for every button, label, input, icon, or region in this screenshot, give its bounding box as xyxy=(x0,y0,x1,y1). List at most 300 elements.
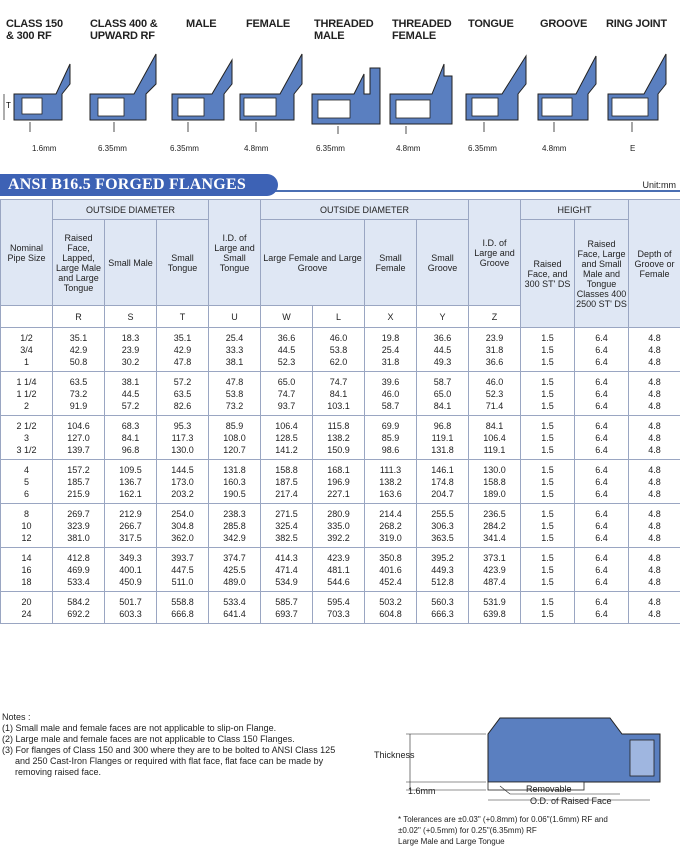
table-cell: 692.2 xyxy=(53,608,105,624)
table-cell: 531.9 xyxy=(469,592,521,609)
face-class150-diagram xyxy=(0,44,76,144)
table-cell: 136.7 xyxy=(105,476,157,488)
face-class150-300rf xyxy=(0,0,76,168)
table-cell: 157.2 xyxy=(53,460,105,477)
header-height: HEIGHT xyxy=(521,200,629,220)
table-row xyxy=(1,564,680,576)
table-cell: 52.3 xyxy=(469,388,521,400)
face-label: FEMALE xyxy=(246,18,291,30)
pipe-size-cell: 14 xyxy=(1,548,53,565)
face-label: CLASS 150 & 300 RF xyxy=(6,18,63,42)
table-cell: 111.3 xyxy=(365,460,417,477)
table-cell: 1.5 xyxy=(521,444,575,460)
header-outside-diameter-2: OUTSIDE DIAMETER xyxy=(261,200,469,220)
table-cell: 603.3 xyxy=(105,608,157,624)
face-groove xyxy=(534,0,604,168)
table-cell: 31.8 xyxy=(469,344,521,356)
table-row xyxy=(1,548,680,565)
table-cell: 533.4 xyxy=(209,592,261,609)
table-cell: 639.8 xyxy=(469,608,521,624)
table-cell: 255.5 xyxy=(417,504,469,521)
table-cell: 512.8 xyxy=(417,576,469,592)
face-dim: 4.8mm xyxy=(396,144,421,153)
table-cell: 4.8 xyxy=(629,592,680,609)
table-cell: 130.0 xyxy=(469,460,521,477)
table-cell: 25.4 xyxy=(365,344,417,356)
table-cell: 323.9 xyxy=(53,520,105,532)
table-cell: 98.6 xyxy=(365,444,417,460)
pipe-size-cell: 5 xyxy=(1,476,53,488)
face-male-diagram xyxy=(166,44,236,144)
table-cell: 4.8 xyxy=(629,548,680,565)
table-cell: 84.1 xyxy=(313,388,365,400)
table-cell: 25.4 xyxy=(209,328,261,345)
table-row xyxy=(1,460,680,477)
table-cell: 487.4 xyxy=(469,576,521,592)
table-row xyxy=(1,400,680,416)
table-cell: 1.5 xyxy=(521,488,575,504)
table-cell: 185.7 xyxy=(53,476,105,488)
table-cell: 42.9 xyxy=(157,344,209,356)
table-cell: 108.0 xyxy=(209,432,261,444)
table-cell: 36.6 xyxy=(417,328,469,345)
table-row xyxy=(1,372,680,389)
face-dim: 6.35mm xyxy=(170,144,199,153)
table-cell: 63.5 xyxy=(157,388,209,400)
table-cell: 393.7 xyxy=(157,548,209,565)
table-cell: 447.5 xyxy=(157,564,209,576)
face-female-diagram xyxy=(236,44,308,144)
face-label: RING JOINT xyxy=(606,18,667,30)
table-cell: 84.1 xyxy=(417,400,469,416)
table-cell: 44.5 xyxy=(105,388,157,400)
table-cell: 1.5 xyxy=(521,372,575,389)
unit-label: Unit:mm xyxy=(642,180,676,190)
table-cell: 4.8 xyxy=(629,432,680,444)
table-cell: 103.1 xyxy=(313,400,365,416)
table-cell: 6.4 xyxy=(575,520,629,532)
table-cell: 533.4 xyxy=(53,576,105,592)
header-raised-face-300: Raised Face, and 300 ST' DS xyxy=(521,220,575,328)
table-cell: 6.4 xyxy=(575,372,629,389)
table-cell: 4.8 xyxy=(629,476,680,488)
raised-face-flange-drawing xyxy=(360,708,680,820)
table-cell: 400.1 xyxy=(105,564,157,576)
table-cell: 85.9 xyxy=(365,432,417,444)
pipe-size-cell: 18 xyxy=(1,576,53,592)
table-cell: 382.5 xyxy=(261,532,313,548)
table-cell: 6.4 xyxy=(575,488,629,504)
table-cell: 160.3 xyxy=(209,476,261,488)
table-cell: 120.7 xyxy=(209,444,261,460)
table-cell: 481.1 xyxy=(313,564,365,576)
table-cell: 4.8 xyxy=(629,504,680,521)
face-female xyxy=(236,0,308,168)
pipe-size-cell: 1/2 xyxy=(1,328,53,345)
table-cell: 93.7 xyxy=(261,400,313,416)
table-cell: 1.5 xyxy=(521,564,575,576)
table-cell: 68.3 xyxy=(105,416,157,433)
table-cell: 558.8 xyxy=(157,592,209,609)
table-cell: 63.5 xyxy=(53,372,105,389)
header-large-female: Large Female and Large Groove xyxy=(261,220,365,306)
table-cell: 35.1 xyxy=(157,328,209,345)
header-id-tongue: I.D. of Large and Small Tongue xyxy=(209,200,261,306)
pipe-size-cell: 2 xyxy=(1,400,53,416)
table-cell: 106.4 xyxy=(469,432,521,444)
table-cell: 6.4 xyxy=(575,344,629,356)
table-cell: 6.4 xyxy=(575,432,629,444)
table-cell: 4.8 xyxy=(629,488,680,504)
header-letter: Y xyxy=(417,306,469,328)
table-cell: 31.8 xyxy=(365,356,417,372)
table-cell: 131.8 xyxy=(417,444,469,460)
table-cell: 6.4 xyxy=(575,592,629,609)
table-cell: 4.8 xyxy=(629,576,680,592)
tolerance-line: Large Male and Large Tongue xyxy=(398,837,505,846)
table-row xyxy=(1,532,680,548)
table-cell: 511.0 xyxy=(157,576,209,592)
pipe-size-cell: 2 1/2 xyxy=(1,416,53,433)
header-outside-diameter-1: OUTSIDE DIAMETER xyxy=(53,200,209,220)
table-cell: 317.5 xyxy=(105,532,157,548)
table-cell: 4.8 xyxy=(629,564,680,576)
tolerance-line: ±0.02" (+0.5mm) for 0.25"(6.35mm) RF xyxy=(398,826,537,835)
table-row xyxy=(1,476,680,488)
table-cell: 109.5 xyxy=(105,460,157,477)
table-cell: 325.4 xyxy=(261,520,313,532)
header-small-tongue: Small Tongue xyxy=(157,220,209,306)
table-cell: 271.5 xyxy=(261,504,313,521)
table-cell: 425.5 xyxy=(209,564,261,576)
face-tongue-diagram xyxy=(462,44,532,144)
pipe-size-cell: 16 xyxy=(1,564,53,576)
table-cell: 65.0 xyxy=(417,388,469,400)
table-cell: 452.4 xyxy=(365,576,417,592)
table-cell: 91.9 xyxy=(53,400,105,416)
table-cell: 127.0 xyxy=(53,432,105,444)
table-cell: 150.9 xyxy=(313,444,365,460)
table-cell: 489.0 xyxy=(209,576,261,592)
table-cell: 128.5 xyxy=(261,432,313,444)
pipe-size-cell: 20 xyxy=(1,592,53,609)
table-cell: 4.8 xyxy=(629,328,680,345)
table-cell: 285.8 xyxy=(209,520,261,532)
table-cell: 146.1 xyxy=(417,460,469,477)
table-cell: 412.8 xyxy=(53,548,105,565)
face-class400-diagram xyxy=(84,44,164,144)
table-cell: 304.8 xyxy=(157,520,209,532)
table-cell: 58.7 xyxy=(365,400,417,416)
table-cell: 23.9 xyxy=(469,328,521,345)
table-row xyxy=(1,608,680,624)
table-cell: 62.0 xyxy=(313,356,365,372)
table-cell: 212.9 xyxy=(105,504,157,521)
dim-label: 1.6mm xyxy=(408,786,436,796)
table-cell: 141.2 xyxy=(261,444,313,460)
table-cell: 595.4 xyxy=(313,592,365,609)
table-cell: 280.9 xyxy=(313,504,365,521)
table-cell: 1.5 xyxy=(521,504,575,521)
svg-text:T: T xyxy=(6,101,11,110)
table-cell: 641.4 xyxy=(209,608,261,624)
table-cell: 36.6 xyxy=(469,356,521,372)
face-dim: 4.8mm xyxy=(244,144,269,153)
face-threaded-male xyxy=(308,0,384,168)
header-depth: Depth of Groove or Female xyxy=(629,200,680,328)
table-cell: 363.5 xyxy=(417,532,469,548)
face-dim: 4.8mm xyxy=(542,144,567,153)
pipe-size-cell: 12 xyxy=(1,532,53,548)
table-cell: 584.2 xyxy=(53,592,105,609)
table-cell: 139.7 xyxy=(53,444,105,460)
table-cell: 6.4 xyxy=(575,476,629,488)
table-cell: 544.6 xyxy=(313,576,365,592)
table-cell: 227.1 xyxy=(313,488,365,504)
face-dim: 1.6mm xyxy=(32,144,57,153)
table-cell: 342.9 xyxy=(209,532,261,548)
table-cell: 30.2 xyxy=(105,356,157,372)
table-cell: 23.9 xyxy=(105,344,157,356)
table-cell: 19.8 xyxy=(365,328,417,345)
table-cell: 392.2 xyxy=(313,532,365,548)
table-cell: 6.4 xyxy=(575,356,629,372)
table-row xyxy=(1,488,680,504)
table-cell: 53.8 xyxy=(313,344,365,356)
note-item: (3) For flanges of Class 150 and 300 where they are to be bolted to ANSI Class 125 and 250 Cast-Iron Flanges or required with flat face, flat face can be made by removing raised face. xyxy=(2,745,336,777)
table-cell: 1.5 xyxy=(521,432,575,444)
table-row xyxy=(1,388,680,400)
table-cell: 196.9 xyxy=(313,476,365,488)
face-label: THREADED FEMALE xyxy=(392,18,452,42)
table-cell: 362.0 xyxy=(157,532,209,548)
table-cell: 1.5 xyxy=(521,592,575,609)
face-dim: 6.35mm xyxy=(316,144,345,153)
table-cell: 306.3 xyxy=(417,520,469,532)
table-cell: 4.8 xyxy=(629,608,680,624)
table-cell: 449.3 xyxy=(417,564,469,576)
header-letter-blank xyxy=(1,306,53,328)
table-cell: 96.8 xyxy=(105,444,157,460)
table-cell: 501.7 xyxy=(105,592,157,609)
table-cell: 18.3 xyxy=(105,328,157,345)
table-cell: 4.8 xyxy=(629,460,680,477)
table-cell: 269.7 xyxy=(53,504,105,521)
table-cell: 96.8 xyxy=(417,416,469,433)
face-tongue xyxy=(462,0,532,168)
face-male xyxy=(166,0,236,168)
table-cell: 57.2 xyxy=(157,372,209,389)
table-cell: 6.4 xyxy=(575,460,629,477)
table-row xyxy=(1,416,680,433)
table-cell: 4.8 xyxy=(629,388,680,400)
table-cell: 4.8 xyxy=(629,520,680,532)
table-cell: 604.8 xyxy=(365,608,417,624)
pipe-size-cell: 1 1/4 xyxy=(1,372,53,389)
header-letter: L xyxy=(313,306,365,328)
table-cell: 46.0 xyxy=(313,328,365,345)
table-cell: 73.2 xyxy=(209,400,261,416)
table-cell: 158.8 xyxy=(469,476,521,488)
table-cell: 1.5 xyxy=(521,328,575,345)
table-cell: 4.8 xyxy=(629,416,680,433)
table-row xyxy=(1,592,680,609)
table-cell: 423.9 xyxy=(469,564,521,576)
header-letter: X xyxy=(365,306,417,328)
table-body xyxy=(1,328,680,624)
raised-face-diagram xyxy=(360,708,680,820)
face-ring-joint xyxy=(604,0,680,168)
table-cell: 471.4 xyxy=(261,564,313,576)
table-cell: 4.8 xyxy=(629,372,680,389)
table-cell: 319.0 xyxy=(365,532,417,548)
table-cell: 341.4 xyxy=(469,532,521,548)
table-cell: 39.6 xyxy=(365,372,417,389)
header-letter: W xyxy=(261,306,313,328)
table-cell: 401.6 xyxy=(365,564,417,576)
header-letter: U xyxy=(209,306,261,328)
table-cell: 214.4 xyxy=(365,504,417,521)
table-cell: 46.0 xyxy=(365,388,417,400)
table-cell: 268.2 xyxy=(365,520,417,532)
table-cell: 1.5 xyxy=(521,548,575,565)
face-threaded-female-diagram xyxy=(386,44,462,144)
table-cell: 585.7 xyxy=(261,592,313,609)
table-cell: 1.5 xyxy=(521,416,575,433)
table-cell: 46.0 xyxy=(469,372,521,389)
table-cell: 144.5 xyxy=(157,460,209,477)
table-cell: 6.4 xyxy=(575,504,629,521)
table-cell: 450.9 xyxy=(105,576,157,592)
table-cell: 4.8 xyxy=(629,532,680,548)
table-cell: 33.3 xyxy=(209,344,261,356)
table-cell: 666.8 xyxy=(157,608,209,624)
table-cell: 1.5 xyxy=(521,576,575,592)
header-nominal-size: Nominal Pipe Size xyxy=(1,200,53,306)
table-cell: 117.3 xyxy=(157,432,209,444)
table-cell: 284.2 xyxy=(469,520,521,532)
table-cell: 423.9 xyxy=(313,548,365,565)
table-cell: 4.8 xyxy=(629,356,680,372)
table-cell: 82.6 xyxy=(157,400,209,416)
pipe-size-cell: 4 xyxy=(1,460,53,477)
table-cell: 373.1 xyxy=(469,548,521,565)
table-cell: 6.4 xyxy=(575,532,629,548)
table-cell: 36.6 xyxy=(261,328,313,345)
pipe-size-cell: 1 1/2 xyxy=(1,388,53,400)
thickness-label: Thickness xyxy=(374,750,415,760)
header-small-male: Small Male xyxy=(105,220,157,306)
table-cell: 163.6 xyxy=(365,488,417,504)
table-cell: 4.8 xyxy=(629,400,680,416)
table-cell: 6.4 xyxy=(575,608,629,624)
tolerance-line: * Tolerances are ±0.03" (+0.8mm) for 0.06"(1.6mm) RF and xyxy=(398,815,608,824)
table-cell: 349.3 xyxy=(105,548,157,565)
face-class400-rf xyxy=(84,0,164,168)
pipe-size-cell: 1 xyxy=(1,356,53,372)
table-cell: 106.4 xyxy=(261,416,313,433)
table-row xyxy=(1,344,680,356)
table-row xyxy=(1,576,680,592)
table-cell: 44.5 xyxy=(261,344,313,356)
face-label: THREADED MALE xyxy=(314,18,374,42)
table-cell: 119.1 xyxy=(469,444,521,460)
table-cell: 85.9 xyxy=(209,416,261,433)
table-cell: 47.8 xyxy=(157,356,209,372)
table-cell: 6.4 xyxy=(575,328,629,345)
pipe-size-cell: 3 1/2 xyxy=(1,444,53,460)
table-cell: 238.3 xyxy=(209,504,261,521)
table-cell: 703.3 xyxy=(313,608,365,624)
table-cell: 42.9 xyxy=(53,344,105,356)
title-band xyxy=(0,174,680,198)
header-letter: T xyxy=(157,306,209,328)
table-cell: 6.4 xyxy=(575,416,629,433)
table-cell: 6.4 xyxy=(575,576,629,592)
table-cell: 138.2 xyxy=(365,476,417,488)
table-cell: 350.8 xyxy=(365,548,417,565)
table-cell: 236.5 xyxy=(469,504,521,521)
table-cell: 469.9 xyxy=(53,564,105,576)
face-ring-joint-diagram xyxy=(604,44,680,144)
table-cell: 65.0 xyxy=(261,372,313,389)
table-cell: 534.9 xyxy=(261,576,313,592)
table-cell: 1.5 xyxy=(521,388,575,400)
table-cell: 381.0 xyxy=(53,532,105,548)
table-row xyxy=(1,504,680,521)
table-cell: 49.3 xyxy=(417,356,469,372)
table-cell: 104.6 xyxy=(53,416,105,433)
table-cell: 115.8 xyxy=(313,416,365,433)
table-cell: 1.5 xyxy=(521,476,575,488)
table-cell: 217.4 xyxy=(261,488,313,504)
removable-label: Removable xyxy=(526,784,572,794)
face-dim: 6.35mm xyxy=(468,144,497,153)
table-cell: 395.2 xyxy=(417,548,469,565)
face-threaded-female xyxy=(386,0,462,168)
table-cell: 35.1 xyxy=(53,328,105,345)
face-groove-diagram xyxy=(534,44,604,144)
table-cell: 6.4 xyxy=(575,400,629,416)
table-cell: 1.5 xyxy=(521,400,575,416)
table-cell: 414.3 xyxy=(261,548,313,565)
table-cell: 44.5 xyxy=(417,344,469,356)
table-cell: 158.8 xyxy=(261,460,313,477)
table-cell: 119.1 xyxy=(417,432,469,444)
table-row xyxy=(1,328,680,345)
note-item: (2) Large male and female faces are not applicable to Class 150 Flanges. xyxy=(2,734,295,744)
table-cell: 174.8 xyxy=(417,476,469,488)
table-cell: 6.4 xyxy=(575,548,629,565)
table-cell: 6.4 xyxy=(575,564,629,576)
flange-face-diagrams xyxy=(0,0,680,168)
table-cell: 73.2 xyxy=(53,388,105,400)
table-cell: 560.3 xyxy=(417,592,469,609)
face-label: GROOVE xyxy=(540,18,588,30)
table-cell: 173.0 xyxy=(157,476,209,488)
table-cell: 84.1 xyxy=(105,432,157,444)
table-cell: 74.7 xyxy=(313,372,365,389)
table-cell: 1.5 xyxy=(521,344,575,356)
table-cell: 57.2 xyxy=(105,400,157,416)
table-cell: 1.5 xyxy=(521,520,575,532)
table-cell: 74.7 xyxy=(261,388,313,400)
table-cell: 38.1 xyxy=(209,356,261,372)
table-cell: 503.2 xyxy=(365,592,417,609)
table-cell: 138.2 xyxy=(313,432,365,444)
table-cell: 335.0 xyxy=(313,520,365,532)
header-letter: Z xyxy=(469,306,521,328)
